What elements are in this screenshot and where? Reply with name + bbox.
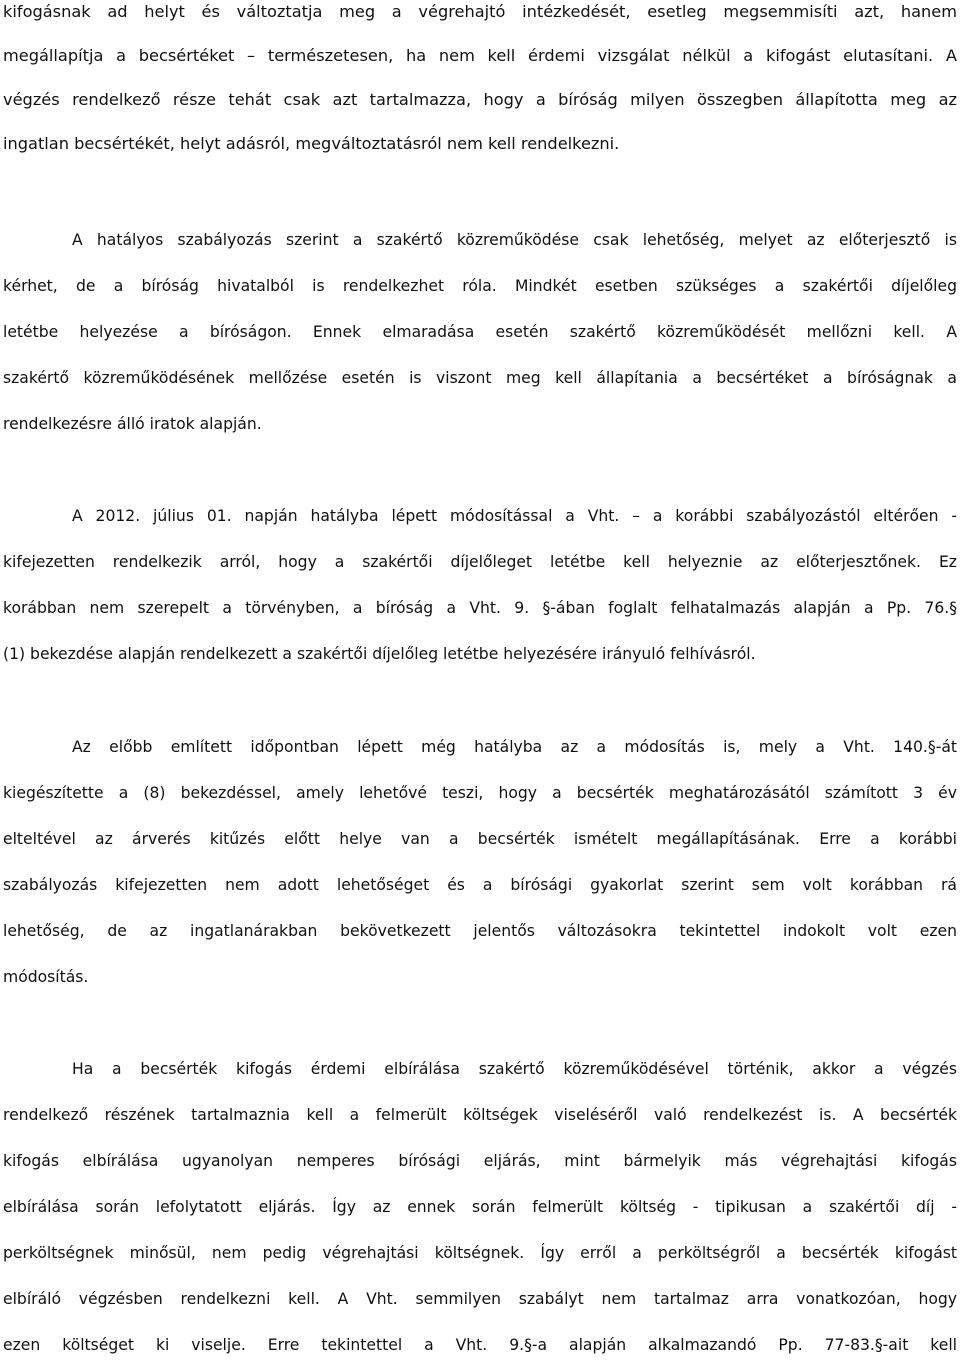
text-line: kérhet, de a bíróság hivatalból is rendelkezhet róla. Mindkét esetben szükséges a szakértői díjelőleg — [3, 277, 957, 295]
text-line: Ha a becsérték kifogás érdemi elbírálása szakértő közreműködésével történik, akkor a végzés — [72, 1060, 957, 1078]
text-line: végzés rendelkező része tehát csak azt tartalmazza, hogy a bíróság milyen összegben állapította meg az — [3, 90, 957, 109]
text-line: rendelkezésre álló iratok alapján. — [3, 415, 262, 433]
text-line: kifejezetten rendelkezik arról, hogy a szakértői díjelőleget letétbe kell helyeznie az előterjesztőnek. Ez — [3, 553, 957, 571]
paragraph-1 — [3, 0, 957, 176]
text-line: elbíráló végzésben rendelkezni kell. A Vht. semmilyen szabályt nem tartalmaz arra vonatkozóan, hogy — [3, 1290, 957, 1308]
text-line: Az előbb említett időpontban lépett még hatályba az a módosítás is, mely a Vht. 140.§-át — [72, 738, 957, 756]
paragraph-3 — [3, 504, 957, 688]
text-line: A hatályos szabályozás szerint a szakértő közreműködése csak lehetőség, melyet az előterjesztő is — [72, 231, 957, 249]
text-line: rendelkező részének tartalmaznia kell a felmerült költségek viseléséről való rendelkezést is. A becsérték — [3, 1106, 957, 1124]
text-line: lehetőség, de az ingatlanárakban bekövetkezett jelentős változásokra tekintettel indokolt volt ezen — [3, 922, 957, 940]
text-line: megállapítja a becsértéket – természetesen, ha nem kell érdemi vizsgálat nélkül a kifogást elutasítani. A — [3, 46, 957, 65]
text-line: elteltével az árverés kitűzés előtt helye van a becsérték ismételt megállapításának. Erre a korábbi — [3, 830, 957, 848]
text-line: ezen költséget ki viselje. Erre tekintettel a Vht. 9.§-a alapján alkalmazandó Pp. 77-83.§-ait kell — [3, 1336, 957, 1354]
text-line: (1) bekezdése alapján rendelkezett a szakértői díjelőleg letétbe helyezésére irányuló felhívásról. — [3, 645, 756, 663]
paragraph-2 — [3, 228, 957, 458]
text-line: szakértő közreműködésének mellőzése esetén is viszont meg kell állapítania a becsértéket a bíróságnak a — [3, 369, 957, 387]
text-line: A 2012. július 01. napján hatályba lépett módosítással a Vht. – a korábbi szabályozástól eltérően - — [72, 507, 957, 525]
text-line: perköltségnek minősül, nem pedig végrehajtási költségnek. Így erről a perköltségről a becsérték kifogást — [3, 1244, 957, 1262]
text-line: kifogásnak ad helyt és változtatja meg a végrehajtó intézkedését, esetleg megsemmisíti azt, hanem — [3, 2, 957, 21]
text-line: kiegészítette a (8) bekezdéssel, amely lehetővé teszi, hogy a becsérték meghatározásától számított 3 év — [3, 784, 957, 802]
text-line: letétbe helyezése a bíróságon. Ennek elmaradása esetén szakértő közreműködését mellőzni kell. A — [3, 323, 957, 341]
paragraph-5 — [3, 1057, 957, 1357]
paragraph-4 — [3, 735, 957, 1011]
text-line: ingatlan becsértékét, helyt adásról, megváltoztatásról nem kell rendelkezni. — [3, 134, 620, 153]
text-line: elbírálása során lefolytatott eljárás. Így az ennek során felmerült költség - tipikusan a szakértői díj - — [3, 1198, 957, 1216]
text-line: módosítás. — [3, 968, 89, 986]
text-line: korábban nem szerepelt a törvényben, a bíróság a Vht. 9. §-ában foglalt felhatalmazás alapján a Pp. 76.§ — [3, 599, 957, 617]
text-line: szabályozás kifejezetten nem adott lehetőséget és a bírósági gyakorlat szerint sem volt korábban rá — [3, 876, 957, 894]
text-line: kifogás elbírálása ugyanolyan nemperes bírósági eljárás, mint bármelyik más végrehajtási kifogás — [3, 1152, 957, 1170]
